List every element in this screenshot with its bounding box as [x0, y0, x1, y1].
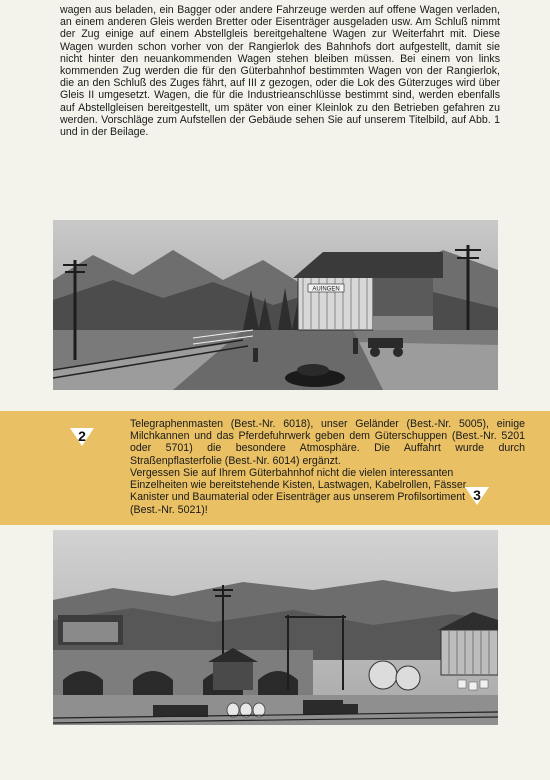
intro-text: wagen aus beladen, ein Bagger oder andere Fahrzeuge werden auf offene Wagen verladen, an einem anderen Gleis werden Bretter oder Eisenträger ausgeladen usw. Am Schluß nimmt der Zug einige auf einem Abstellgleis bereitgehaltene Wagen zur Weiterfahrt mit. Diese Wagen wurden schon vorher von der Rangierlok des Bahnhofs dort aufgestellt, damit sie nicht hinter den neuankommenden Wagen stehen bleiben müssen. Bei einem von links kommenden Zug werden die für den Güterbahnhof bestimmten Wagen von der Rangierlok, die an den Schluß des Zuges fährt, auf III z gezogen, oder die Lok des Güterzuges wird über Gleis II umgesetzt. Wagen, die für die Industrieanschlüsse bestimmt sind, werden ebenfalls auf Abstellgleisen bereitgestellt, um später von einer Kleinlok zu den Betrieben gefahren zu werden. Vorschläge zum Aufstellen der Gebäude sehen Sie auf unserem Titelbild, auf Abb. 1 und in der Beilage. [60, 4, 500, 139]
caption-figure-3: Vergessen Sie auf Ihrem Güterbahnhof nicht die vielen interessanten Einzelheiten wie bereitstehende Kisten, Lastwagen, Kabelrollen, Fässer, Kanister und Baumaterial oder Eisenträger aus unserem Profilsortiment (Best.-Nr. 5021)! [130, 467, 469, 516]
caption-figure-2: Telegraphenmasten (Best.-Nr. 6018), unser Geländer (Best.-Nr. 5005), einige Milchkannen und das Pferdefuhrwerk geben dem Güterschuppen (Best.-Nr. 5201 oder 5701) die besondere Atmosphäre. Die Auffahrt wurde durch Straßenpflasterfolie (Best.-Nr. 6014) ergänzt. [130, 418, 525, 467]
freight-shed-illustration [53, 220, 498, 390]
station-sign: AUINGEN [312, 286, 340, 293]
figure-number-2: 2 [78, 428, 86, 444]
intro-paragraph [60, 4, 500, 138]
photo-freight-yard [53, 530, 498, 725]
photo-freight-shed [53, 220, 498, 390]
freight-yard-illustration [53, 530, 498, 725]
figure-number-3: 3 [473, 487, 481, 503]
